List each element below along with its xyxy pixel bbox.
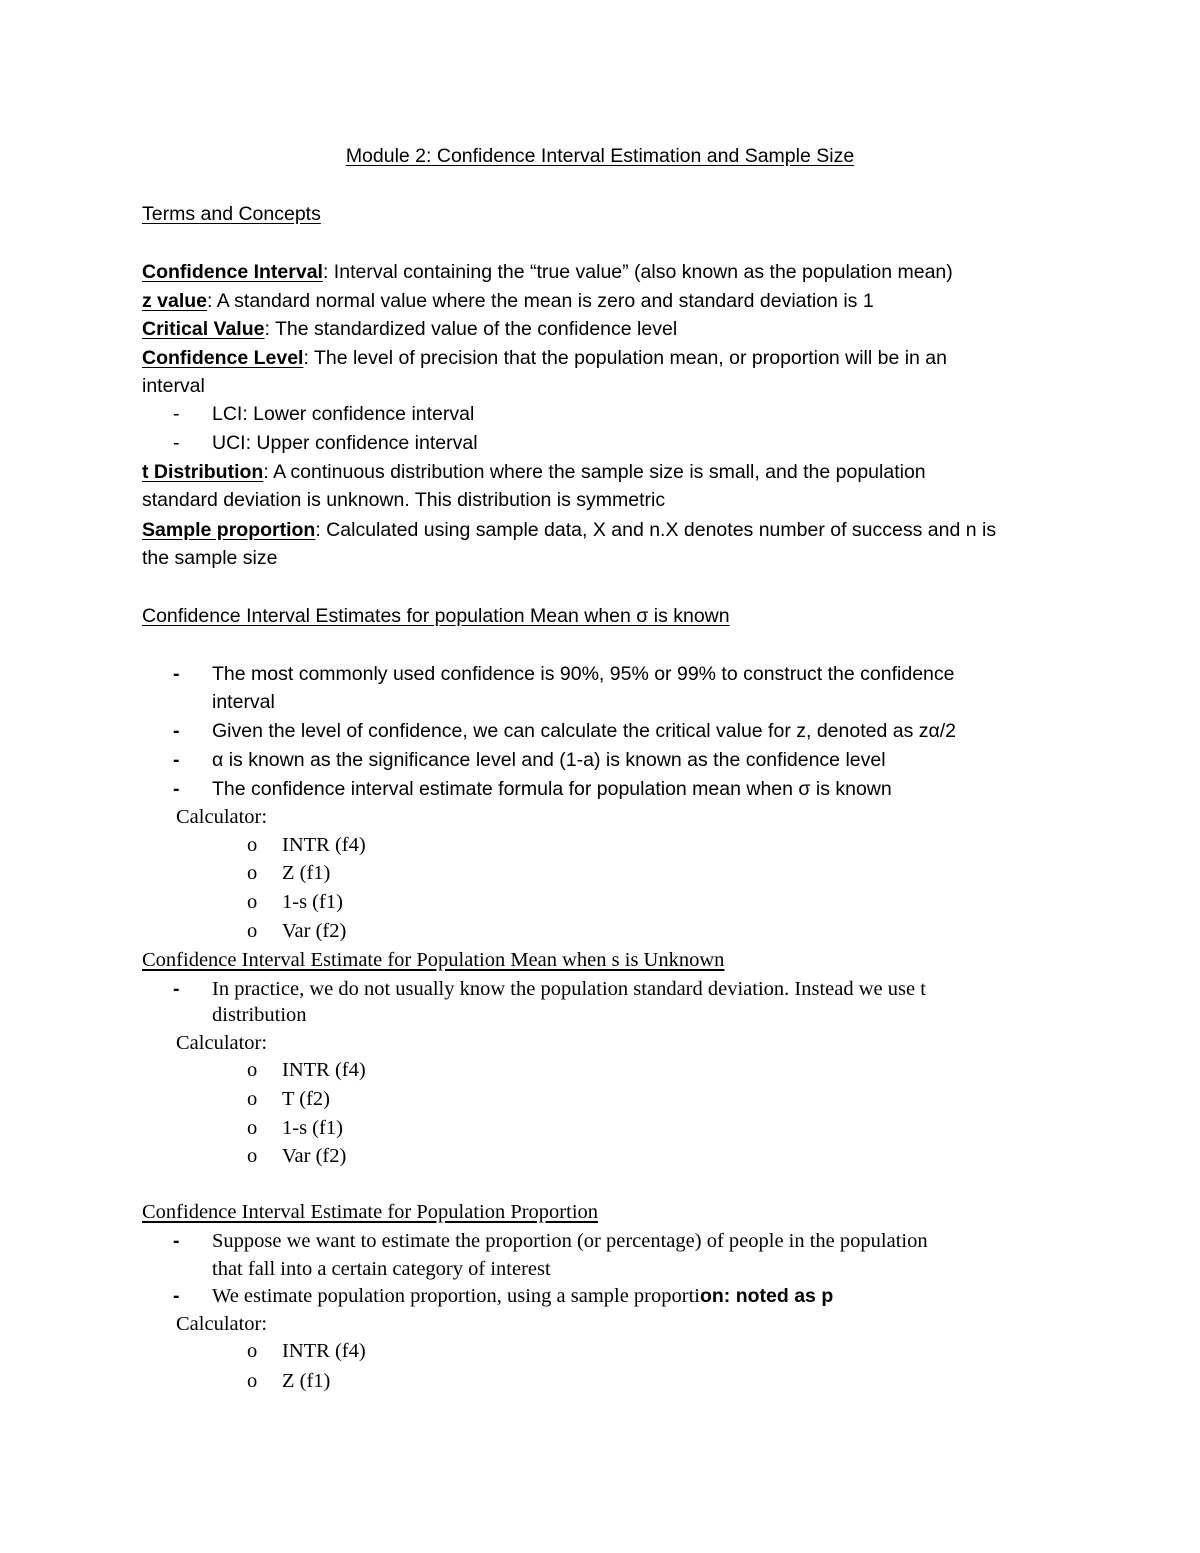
calculator-item: 1-s (f1) [282, 891, 343, 913]
term-sample-proportion: Sample proportion: Calculated using sample data, X and n.X denotes number of success and n is [142, 519, 997, 541]
list-bullet: o [247, 1088, 258, 1110]
list-bullet: - [173, 978, 180, 1000]
list-bullet: - [173, 432, 180, 454]
list-bullet: o [247, 1059, 258, 1081]
list-bullet: o [247, 891, 258, 913]
calculator-item: Var (f2) [282, 1145, 347, 1167]
term-t-distribution-cont: standard deviation is unknown. This distribution is symmetric [142, 489, 666, 511]
calculator-label: Calculator: [176, 1313, 268, 1335]
list-item: LCI: Lower confidence interval [212, 403, 475, 425]
list-item: The most commonly used confidence is 90%, 95% or 99% to construct the confidence [212, 663, 955, 685]
list-item-cont: that fall into a certain category of interest [212, 1258, 551, 1280]
list-item: α is known as the significance level and (1-a) is known as the confidence level [212, 749, 886, 771]
list-bullet: - [173, 663, 180, 685]
calculator-label: Calculator: [176, 1032, 268, 1054]
term-sample-proportion-cont: the sample size [142, 547, 278, 569]
list-bullet: - [173, 1285, 180, 1307]
section3-heading: Confidence Interval Estimate for Population Proportion [142, 1201, 599, 1223]
calculator-item: T (f2) [282, 1088, 331, 1110]
term-confidence-level: Confidence Level: The level of precision that the population mean, or proportion will be in an [142, 347, 947, 369]
list-bullet: o [247, 862, 258, 884]
list-bullet: o [247, 834, 258, 856]
list-item: UCI: Upper confidence interval [212, 432, 478, 454]
calculator-item: INTR (f4) [282, 1059, 366, 1081]
list-item: In practice, we do not usually know the population standard deviation. Instead we use t [212, 978, 926, 1000]
list-item: The confidence interval estimate formula for population mean when σ is known [212, 778, 892, 800]
list-bullet: - [173, 720, 180, 742]
calculator-item: INTR (f4) [282, 834, 366, 856]
term-t-distribution: t Distribution: A continuous distribution where the sample size is small, and the population [142, 461, 926, 483]
list-bullet: o [247, 1340, 258, 1362]
calculator-item: 1-s (f1) [282, 1117, 343, 1139]
list-bullet: o [247, 1117, 258, 1139]
list-bullet: - [173, 403, 180, 425]
list-bullet: o [247, 1145, 258, 1167]
list-item-cont: interval [212, 691, 275, 713]
term-critical-value: Critical Value: The standardized value of the confidence level [142, 318, 678, 340]
list-item-cont: distribution [212, 1004, 307, 1026]
list-bullet: - [173, 778, 180, 800]
section1-heading: Confidence Interval Estimates for population Mean when σ is known [142, 605, 730, 627]
list-item: Given the level of confidence, we can calculate the critical value for z, denoted as zα/2 [212, 720, 957, 742]
list-bullet: - [173, 749, 180, 771]
list-bullet: o [247, 920, 258, 942]
list-bullet: o [247, 1370, 258, 1392]
calculator-item: Z (f1) [282, 1370, 331, 1392]
calculator-item: INTR (f4) [282, 1340, 366, 1362]
page-title: Module 2: Confidence Interval Estimation and Sample Size [345, 145, 855, 167]
calculator-label: Calculator: [176, 806, 268, 828]
terms-heading: Terms and Concepts [142, 203, 321, 225]
term-confidence-interval: Confidence Interval: Interval containing the “true value” (also known as the population mean) [142, 261, 953, 283]
list-bullet: - [173, 1230, 180, 1252]
calculator-item: Var (f2) [282, 920, 347, 942]
term-z-value: z value: A standard normal value where the mean is zero and standard deviation is 1 [142, 290, 874, 312]
list-item: Suppose we want to estimate the proportion (or percentage) of people in the population [212, 1230, 928, 1252]
term-confidence-level-cont: interval [142, 375, 205, 397]
calculator-item: Z (f1) [282, 862, 331, 884]
list-item: We estimate population proportion, using a sample proportion: noted as p [212, 1285, 834, 1307]
section2-heading: Confidence Interval Estimate for Population Mean when s is Unknown [142, 949, 725, 971]
